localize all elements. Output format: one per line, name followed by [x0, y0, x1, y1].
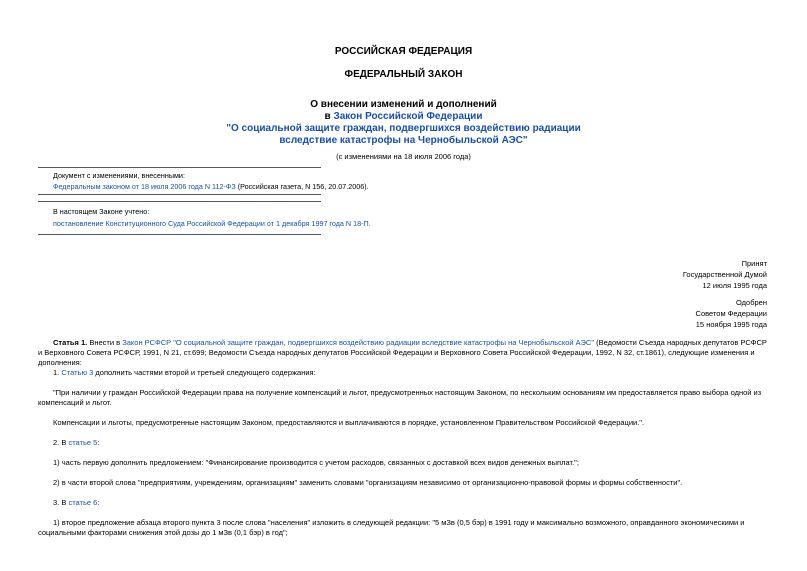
edition-note: (с изменениями на 18 июля 2006 года)	[336, 152, 471, 161]
adopted-label: Принят	[741, 259, 767, 268]
title-line-1: О внесении изменений и дополнений	[310, 99, 497, 110]
referenced-law-link[interactable]: Закон Российской Федерации	[333, 111, 483, 122]
item-3-1: 1) второе предложение абзаца второго пункта 3 после слова "населения" изложить в следующей редакции: "5 мЗв (0,5 бэр) в 1991 году и максимально возможного, оправданного экономическими и социальными факторами снижения этой дозы до 1 мЗв (0,1 бэр) в год";	[38, 518, 745, 537]
considered-info	[53, 207, 371, 228]
rsfsr-law-link[interactable]: Закон РСФСР "О социальной защите граждан, подвергшихся воздействию радиации вследствие катастрофы на Чернобыльской АЭС"	[122, 338, 594, 347]
article-heading: Статья 1.	[53, 338, 88, 347]
article-1-intro	[38, 338, 770, 368]
amendments-info	[53, 171, 369, 191]
article-6-link[interactable]: статье 6	[68, 498, 98, 507]
considered-line	[53, 219, 371, 228]
divider	[38, 194, 321, 195]
item-text: дополнить частями второй и третьей следующего содержания:	[93, 368, 316, 377]
court-ruling-link[interactable]: постановление Конституционного Суда Российской Федерации от 1 декабря 1997 года N 18-П.	[53, 219, 371, 228]
divider	[38, 201, 321, 202]
approved-label: Одобрен	[736, 298, 767, 307]
divider	[38, 167, 321, 168]
item-text: :	[97, 438, 100, 447]
item-text: :	[97, 498, 100, 507]
article-text: (Ведомости Съезда народных депутатов РСФСР и Верховного Совета РСФСР, 1991, N 21, ст.699; Ведомости Съезда народных депутатов Российской Федерации и Верховного Совета Российской Федерации, 1992, N 32, ст.1861), следующие изменения и дополнения:	[38, 338, 767, 367]
item-number: 2. В	[53, 438, 69, 447]
adoption-duma	[683, 258, 767, 291]
item-number: 1.	[53, 368, 62, 377]
amendments-label: Документ с изменениями, внесенными:	[53, 171, 185, 180]
title-prefix: в	[324, 111, 334, 122]
adopted-body: Государственной Думой	[682, 270, 767, 279]
country-heading: РОССИЙСКАЯ ФЕДЕРАЦИЯ	[334, 46, 473, 57]
item-2-2: 2) в части второй слова "предприятиям, учреждениям, организациям" заменить словами "организациям независимо от организационно-правовой формы и формы собственности".	[53, 478, 683, 487]
quote-2: Компенсации и льготы, предусмотренные настоящим Законом, предоставляются и выплачиваются в порядке, установленном Правительством Российской Федерации.".	[53, 418, 645, 427]
article-1	[38, 338, 770, 538]
item-2	[38, 438, 770, 448]
title-line-4: вследствие катастрофы на Чернобыльской АЭС"	[279, 135, 528, 146]
quote-1: "При наличии у граждан Российской Федерации права на получение компенсаций и льгот, предусмотренных настоящим Законом, по нескольким основаниям им предоставляется право выбора одной из компенсаций и льгот.	[38, 388, 762, 407]
divider	[38, 234, 321, 235]
approved-date: 15 ноября 1995 года	[695, 320, 767, 329]
article-5-link[interactable]: статье 5	[68, 438, 98, 447]
approved-body: Советом Федерации	[695, 309, 767, 318]
article-text: Внести в	[87, 338, 123, 347]
considered-label: В настоящем Законе учтено:	[53, 207, 150, 216]
item-1	[38, 368, 770, 378]
item-3	[38, 498, 770, 508]
item-number: 3. В	[53, 498, 69, 507]
title-line-3: "О социальной защите граждан, подвергшихся воздействию радиации	[226, 123, 581, 134]
law-title	[0, 99, 807, 147]
article-3-link[interactable]: Статью 3	[61, 368, 94, 377]
law-type-heading: ФЕДЕРАЛЬНЫЙ ЗАКОН	[344, 69, 463, 80]
approval-council	[696, 297, 767, 330]
adopted-date: 12 июля 1995 года	[702, 281, 767, 290]
amending-law-link[interactable]: Федеральным законом от 18 июля 2006 года N 112-ФЗ	[53, 182, 236, 191]
amendments-source: (Российская газета, N 156, 20.07.2006).	[235, 182, 369, 191]
amendments-line	[53, 182, 369, 191]
title-line-2	[0, 111, 807, 123]
item-2-1: 1) часть первую дополнить предложением: "Финансирование производится с учетом расходов, связанных с доставкой всех видов денежных выплат.";	[53, 458, 579, 467]
